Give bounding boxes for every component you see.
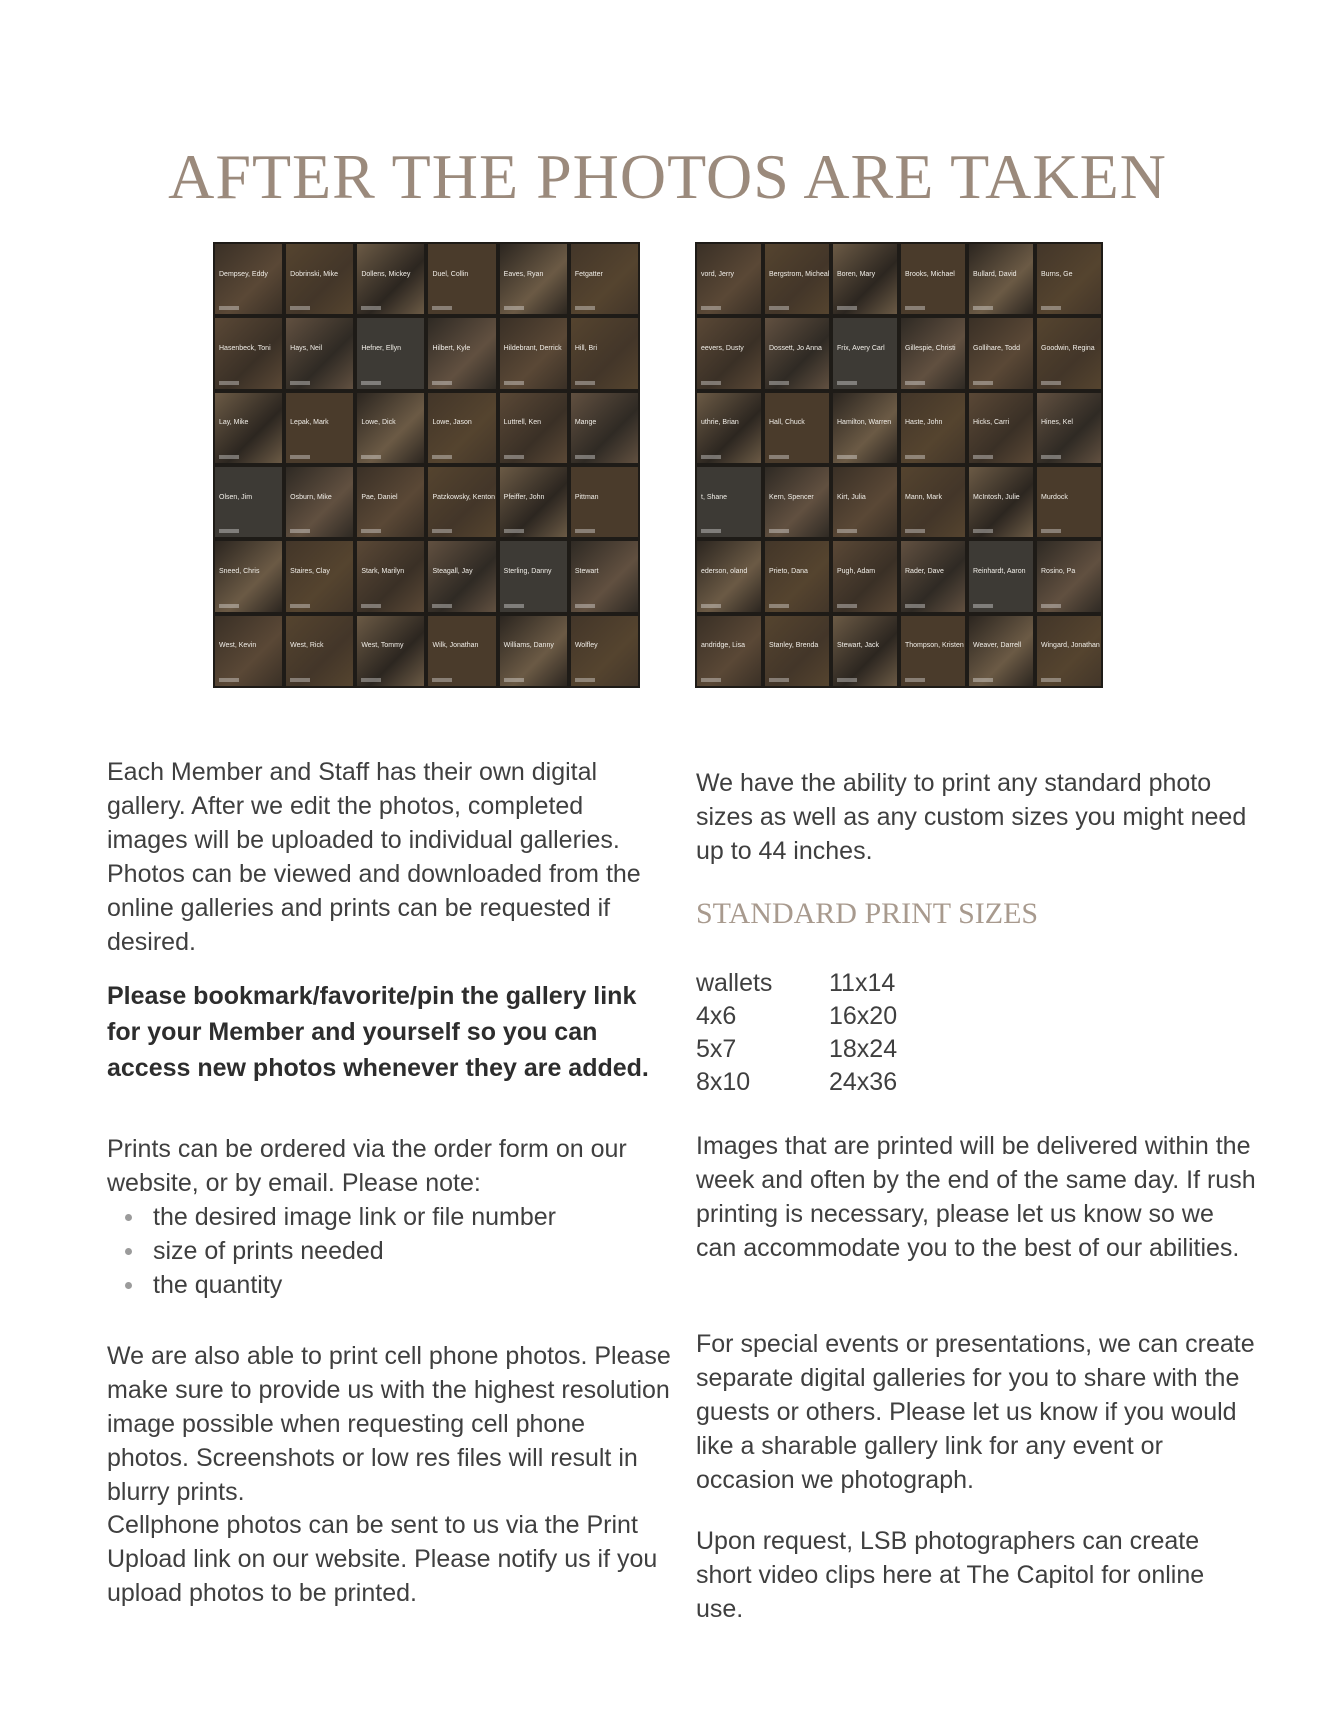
gallery-name-label: Dobrinski, Mike xyxy=(290,270,339,278)
gallery-thumbnail xyxy=(286,393,353,463)
watermark-icon xyxy=(361,529,381,533)
watermark-icon xyxy=(219,455,239,459)
watermark-icon xyxy=(361,604,381,608)
gallery-thumbnail xyxy=(969,393,1033,463)
gallery-name-label: Hasenbeck, Toni xyxy=(219,345,271,353)
gallery-thumbnail xyxy=(357,318,424,388)
gallery-thumbnail xyxy=(697,244,761,314)
bullet-icon xyxy=(125,1214,132,1221)
watermark-icon xyxy=(905,381,925,385)
watermark-icon xyxy=(905,529,925,533)
gallery-name-label: Pae, Daniel xyxy=(361,493,398,501)
print-size: 4x6 xyxy=(696,1002,737,1030)
list-item: size of prints needed xyxy=(107,1234,667,1268)
gallery-name-label: Boren, Mary xyxy=(837,270,876,278)
print-size: wallets xyxy=(696,969,773,997)
watermark-icon xyxy=(575,529,595,533)
gallery-name-label: Eaves, Ryan xyxy=(503,270,544,278)
watermark-icon xyxy=(361,306,381,310)
gallery-thumbnail xyxy=(215,244,282,314)
watermark-icon xyxy=(701,678,721,682)
gallery-thumbnail xyxy=(969,541,1033,611)
gallery-name-label: Lepak, Mark xyxy=(290,419,329,427)
gallery-thumbnail xyxy=(969,318,1033,388)
gallery-thumbnail xyxy=(357,244,424,314)
gallery-thumbnail xyxy=(765,541,829,611)
watermark-icon xyxy=(905,678,925,682)
gallery-name-label: Hicks, Carri xyxy=(973,419,1010,427)
gallery-thumbnail xyxy=(901,318,965,388)
watermark-icon xyxy=(432,381,452,385)
gallery-thumbnail xyxy=(1037,467,1101,537)
gallery-thumbnail xyxy=(428,393,495,463)
gallery-name-label: Kirt, Julia xyxy=(837,493,866,501)
gallery-thumbnail xyxy=(357,467,424,537)
gallery-name-label: ederson, oland xyxy=(701,568,748,576)
bullet-icon xyxy=(125,1248,132,1255)
watermark-icon xyxy=(837,604,857,608)
watermark-icon xyxy=(1041,529,1061,533)
watermark-icon xyxy=(769,678,789,682)
gallery-name-label: Pfeiffer, John xyxy=(503,493,545,501)
gallery-name-label: Frix, Avery Carl xyxy=(837,345,885,353)
gallery-name-label: Thompson, Kristen xyxy=(905,642,964,650)
gallery-thumbnail xyxy=(428,318,495,388)
cellphone-upload-paragraph: Cellphone photos can be sent to us via the Print Upload link on our website. Please notify us if you upload photos to be printed. xyxy=(107,1511,658,1607)
order-instructions: Prints can be ordered via the order form on our website, or by email. Please note: xyxy=(107,1135,627,1197)
gallery-thumbnail xyxy=(357,541,424,611)
gallery-thumbnail xyxy=(286,541,353,611)
gallery-thumbnail xyxy=(901,393,965,463)
gallery-name-label: Wilk, Jonathan xyxy=(432,642,479,650)
gallery-name-label: Dollens, Mickey xyxy=(361,270,411,278)
watermark-icon xyxy=(290,529,310,533)
watermark-icon xyxy=(290,604,310,608)
gallery-name-label: Steagall, Jay xyxy=(432,568,473,576)
gallery-name-label: Haste, John xyxy=(905,419,943,427)
gallery-thumbnail xyxy=(286,244,353,314)
print-sizes-table xyxy=(696,967,949,1099)
gallery-name-label: Olsen, Jim xyxy=(219,493,253,501)
watermark-icon xyxy=(701,529,721,533)
watermark-icon xyxy=(701,306,721,310)
watermark-icon xyxy=(905,455,925,459)
gallery-thumbnail xyxy=(697,318,761,388)
gallery-name-label: Duel, Collin xyxy=(432,270,469,278)
gallery-name-label: Pugh, Adam xyxy=(837,568,876,576)
watermark-icon xyxy=(973,381,993,385)
gallery-thumbnail xyxy=(697,467,761,537)
gallery-thumbnail xyxy=(969,244,1033,314)
gallery-name-label: Osburn, Mike xyxy=(290,493,332,501)
gallery-thumbnail xyxy=(286,616,353,686)
gallery-name-label: Burns, Ge xyxy=(1041,270,1073,278)
gallery-thumbnail xyxy=(357,393,424,463)
watermark-icon xyxy=(219,529,239,533)
watermark-icon xyxy=(1041,455,1061,459)
gallery-thumbnail xyxy=(500,244,567,314)
print-size: 18x24 xyxy=(829,1035,898,1063)
watermark-icon xyxy=(219,678,239,682)
gallery-name-label: Bullard, David xyxy=(973,270,1017,278)
watermark-icon xyxy=(504,678,524,682)
gallery-thumbnail xyxy=(697,541,761,611)
gallery-thumbnail xyxy=(833,541,897,611)
gallery-thumbnail xyxy=(901,244,965,314)
gallery-thumbnail xyxy=(428,244,495,314)
list-item: the desired image link or file number xyxy=(107,1200,667,1234)
watermark-icon xyxy=(769,306,789,310)
print-size: 24x36 xyxy=(829,1068,898,1096)
list-item: the quantity xyxy=(107,1268,667,1302)
watermark-icon xyxy=(575,678,595,682)
gallery-name-label: Luttrell, Ken xyxy=(503,419,542,427)
gallery-name-label: Gillespie, Christi xyxy=(905,345,956,353)
gallery-thumbnail xyxy=(969,467,1033,537)
gallery-name-label: uthrie, Brian xyxy=(701,419,739,427)
gallery-thumbnail xyxy=(1037,541,1101,611)
watermark-icon xyxy=(504,455,524,459)
watermark-icon xyxy=(432,529,452,533)
watermark-icon xyxy=(905,604,925,608)
gallery-name-label: Hines, Kel xyxy=(1041,419,1073,427)
gallery-thumbnail xyxy=(215,318,282,388)
gallery-thumbnail xyxy=(1037,616,1101,686)
gallery-thumbnail xyxy=(765,616,829,686)
watermark-icon xyxy=(290,455,310,459)
gallery-name-label: Gollihare, Todd xyxy=(973,345,1020,353)
watermark-icon xyxy=(1041,604,1061,608)
watermark-icon xyxy=(361,381,381,385)
gallery-name-label: Stark, Marilyn xyxy=(361,568,405,576)
gallery-name-label: West, Kevin xyxy=(219,642,257,650)
watermark-icon xyxy=(837,306,857,310)
watermark-icon xyxy=(973,604,993,608)
gallery-thumbnail xyxy=(697,393,761,463)
watermark-icon xyxy=(361,678,381,682)
gallery-thumbnail xyxy=(901,541,965,611)
gallery-name-label: Staires, Clay xyxy=(290,568,330,576)
gallery-name-label: Weaver, Darrell xyxy=(973,642,1022,650)
page-title: AFTER THE PHOTOS ARE TAKEN xyxy=(168,141,1167,212)
gallery-thumbnail xyxy=(428,467,495,537)
gallery-name-label: Rader, Dave xyxy=(905,568,944,576)
watermark-icon xyxy=(432,678,452,682)
gallery-name-label: vord, Jerry xyxy=(701,270,735,278)
bookmark-notice: Please bookmark/favorite/pin the gallery link for your Member and yourself so you can access new photos whenever they are added. xyxy=(107,982,649,1082)
gallery-thumbnail xyxy=(215,393,282,463)
print-ability-paragraph: We have the ability to print any standard photo sizes as well as any custom sizes you might need up to 44 inches. xyxy=(696,769,1247,865)
watermark-icon xyxy=(973,678,993,682)
cellphone-print-paragraph: We are also able to print cell phone photos. Please make sure to provide us with the highest resolution image possible when requesting cell phone photos. Screenshots or low res files will result in blurry prints. xyxy=(107,1342,671,1506)
special-events-paragraph: For special events or presentations, we can create separate digital galleries for you to share with the guests or others. Please let us know if you would like a sharable gallery link for any event or occasion we photograph. xyxy=(696,1330,1255,1494)
watermark-icon xyxy=(432,306,452,310)
gallery-name-label: andridge, Lisa xyxy=(701,642,745,650)
watermark-icon xyxy=(837,529,857,533)
gallery-name-label: Rosino, Pa xyxy=(1041,568,1076,576)
watermark-icon xyxy=(769,455,789,459)
watermark-icon xyxy=(973,306,993,310)
watermark-icon xyxy=(769,529,789,533)
gallery-name-label: Bergstrom, Micheal xyxy=(769,270,829,278)
print-size: 16x20 xyxy=(829,1002,898,1030)
watermark-icon xyxy=(1041,678,1061,682)
watermark-icon xyxy=(504,306,524,310)
gallery-name-label: Sneed, Chris xyxy=(219,568,260,576)
gallery-name-label: Goodwin, Regina xyxy=(1041,345,1095,353)
watermark-icon xyxy=(219,306,239,310)
gallery-thumbnail xyxy=(901,616,965,686)
gallery-thumbnail xyxy=(571,541,638,611)
watermark-icon xyxy=(837,381,857,385)
gallery-name-label: Murdock xyxy=(1041,493,1068,501)
gallery-thumbnail xyxy=(1037,244,1101,314)
gallery-name-label: Hilbert, Kyle xyxy=(432,345,471,353)
print-size: 5x7 xyxy=(696,1035,737,1063)
gallery-name-label: Brooks, Michael xyxy=(905,270,955,278)
print-size: 8x10 xyxy=(696,1068,751,1096)
gallery-name-label: Stewart, Jack xyxy=(837,642,880,650)
gallery-thumbnail xyxy=(1037,318,1101,388)
gallery-name-label: Pittman xyxy=(574,493,599,501)
watermark-icon xyxy=(837,678,857,682)
video-clips-paragraph: Upon request, LSB photographers can create short video clips here at The Capitol for online use. xyxy=(696,1527,1205,1623)
gallery-name-label: Fetgatter xyxy=(574,270,603,278)
gallery-thumbnail xyxy=(215,541,282,611)
gallery-thumbnail xyxy=(833,467,897,537)
gallery-thumbnail xyxy=(969,616,1033,686)
watermark-icon xyxy=(575,604,595,608)
gallery-thumbnail xyxy=(833,244,897,314)
order-requirements-list xyxy=(107,1200,667,1302)
gallery-name-label: Dempsey, Eddy xyxy=(219,270,268,278)
gallery-name-label: Lowe, Dick xyxy=(361,419,396,427)
gallery-name-label: eevers, Dusty xyxy=(701,345,744,353)
gallery-thumbnail xyxy=(833,393,897,463)
gallery-thumbnail-grid-left xyxy=(213,242,640,688)
gallery-name-label: Mann, Mark xyxy=(905,493,942,501)
gallery-name-label: Williams, Danny xyxy=(503,642,554,650)
gallery-thumbnail xyxy=(571,467,638,537)
gallery-thumbnail xyxy=(833,616,897,686)
gallery-thumbnail xyxy=(215,616,282,686)
watermark-icon xyxy=(219,381,239,385)
gallery-thumbnail xyxy=(571,244,638,314)
gallery-name-label: Wingard, Jonathan xyxy=(1041,642,1100,650)
watermark-icon xyxy=(973,529,993,533)
watermark-icon xyxy=(290,678,310,682)
gallery-name-label: t, Shane xyxy=(701,493,728,501)
gallery-thumbnail xyxy=(500,393,567,463)
gallery-thumbnail xyxy=(500,541,567,611)
watermark-icon xyxy=(769,604,789,608)
watermark-icon xyxy=(504,604,524,608)
bullet-icon xyxy=(125,1282,132,1289)
gallery-name-label: Sterling, Danny xyxy=(503,568,552,576)
watermark-icon xyxy=(701,455,721,459)
watermark-icon xyxy=(575,455,595,459)
gallery-thumbnail xyxy=(357,616,424,686)
gallery-thumbnail xyxy=(286,467,353,537)
watermark-icon xyxy=(361,455,381,459)
gallery-name-label: Wolfley xyxy=(574,642,598,650)
gallery-thumbnail xyxy=(286,318,353,388)
gallery-name-label: Patzkowsky, Kenton xyxy=(432,493,495,501)
print-size: 11x14 xyxy=(829,969,896,997)
gallery-name-label: Prieto, Dana xyxy=(769,568,808,576)
watermark-icon xyxy=(504,381,524,385)
gallery-name-label: Hildebrant, Derrick xyxy=(503,345,562,353)
watermark-icon xyxy=(290,381,310,385)
gallery-name-label: West, Rick xyxy=(290,642,324,650)
gallery-name-label: Kern, Spencer xyxy=(769,493,814,501)
gallery-thumbnail xyxy=(571,393,638,463)
gallery-thumbnail xyxy=(428,616,495,686)
gallery-thumbnail xyxy=(697,616,761,686)
watermark-icon xyxy=(905,306,925,310)
gallery-thumbnail xyxy=(500,467,567,537)
gallery-name-label: Lowe, Jason xyxy=(432,419,472,427)
gallery-thumbnail xyxy=(500,616,567,686)
gallery-thumbnail xyxy=(765,318,829,388)
gallery-thumbnail xyxy=(765,244,829,314)
gallery-thumbnail xyxy=(215,467,282,537)
gallery-name-label: Lay, Mike xyxy=(219,419,249,427)
gallery-name-label: Hill, Bri xyxy=(574,345,597,353)
gallery-thumbnail xyxy=(765,467,829,537)
gallery-thumbnail xyxy=(500,318,567,388)
watermark-icon xyxy=(575,381,595,385)
watermark-icon xyxy=(504,529,524,533)
gallery-name-label: Stanley, Brenda xyxy=(769,642,819,650)
watermark-icon xyxy=(219,604,239,608)
gallery-name-label: Hamilton, Warren xyxy=(837,419,892,427)
gallery-thumbnail xyxy=(571,616,638,686)
watermark-icon xyxy=(701,381,721,385)
watermark-icon xyxy=(432,455,452,459)
watermark-icon xyxy=(1041,381,1061,385)
watermark-icon xyxy=(973,455,993,459)
watermark-icon xyxy=(701,604,721,608)
gallery-name-label: Reinhardt, Aaron xyxy=(973,568,1026,576)
gallery-name-label: Stewart xyxy=(574,568,599,576)
watermark-icon xyxy=(837,455,857,459)
gallery-thumbnail xyxy=(833,318,897,388)
gallery-thumbnail-grid-right xyxy=(695,242,1103,688)
delivery-paragraph: Images that are printed will be delivered within the week and often by the end of the same day. If rush printing is necessary, please let us know so we can accommodate you to the best of our abilities. xyxy=(696,1132,1256,1262)
gallery-name-label: Dossett, Jo Anna xyxy=(769,345,822,353)
gallery-name-label: Hays, Neil xyxy=(290,345,323,353)
gallery-name-label: Hefner, Ellyn xyxy=(361,345,402,353)
gallery-intro-paragraph: Each Member and Staff has their own digital gallery. After we edit the photos, completed images will be uploaded to individual galleries. Photos can be viewed and downloaded from the online galleries and prints can be requested if desired. xyxy=(107,758,641,956)
gallery-name-label: McIntosh, Julie xyxy=(973,493,1020,501)
gallery-thumbnail xyxy=(901,467,965,537)
standard-print-sizes-heading: STANDARD PRINT SIZES xyxy=(696,897,1039,930)
gallery-name-label: Hall, Chuck xyxy=(769,419,805,427)
gallery-thumbnail xyxy=(571,318,638,388)
gallery-thumbnail xyxy=(428,541,495,611)
gallery-thumbnail xyxy=(765,393,829,463)
watermark-icon xyxy=(290,306,310,310)
watermark-icon xyxy=(769,381,789,385)
watermark-icon xyxy=(1041,306,1061,310)
gallery-name-label: Mange xyxy=(574,419,597,427)
watermark-icon xyxy=(432,604,452,608)
gallery-name-label: West, Tommy xyxy=(361,642,404,650)
watermark-icon xyxy=(575,306,595,310)
gallery-thumbnail xyxy=(1037,393,1101,463)
